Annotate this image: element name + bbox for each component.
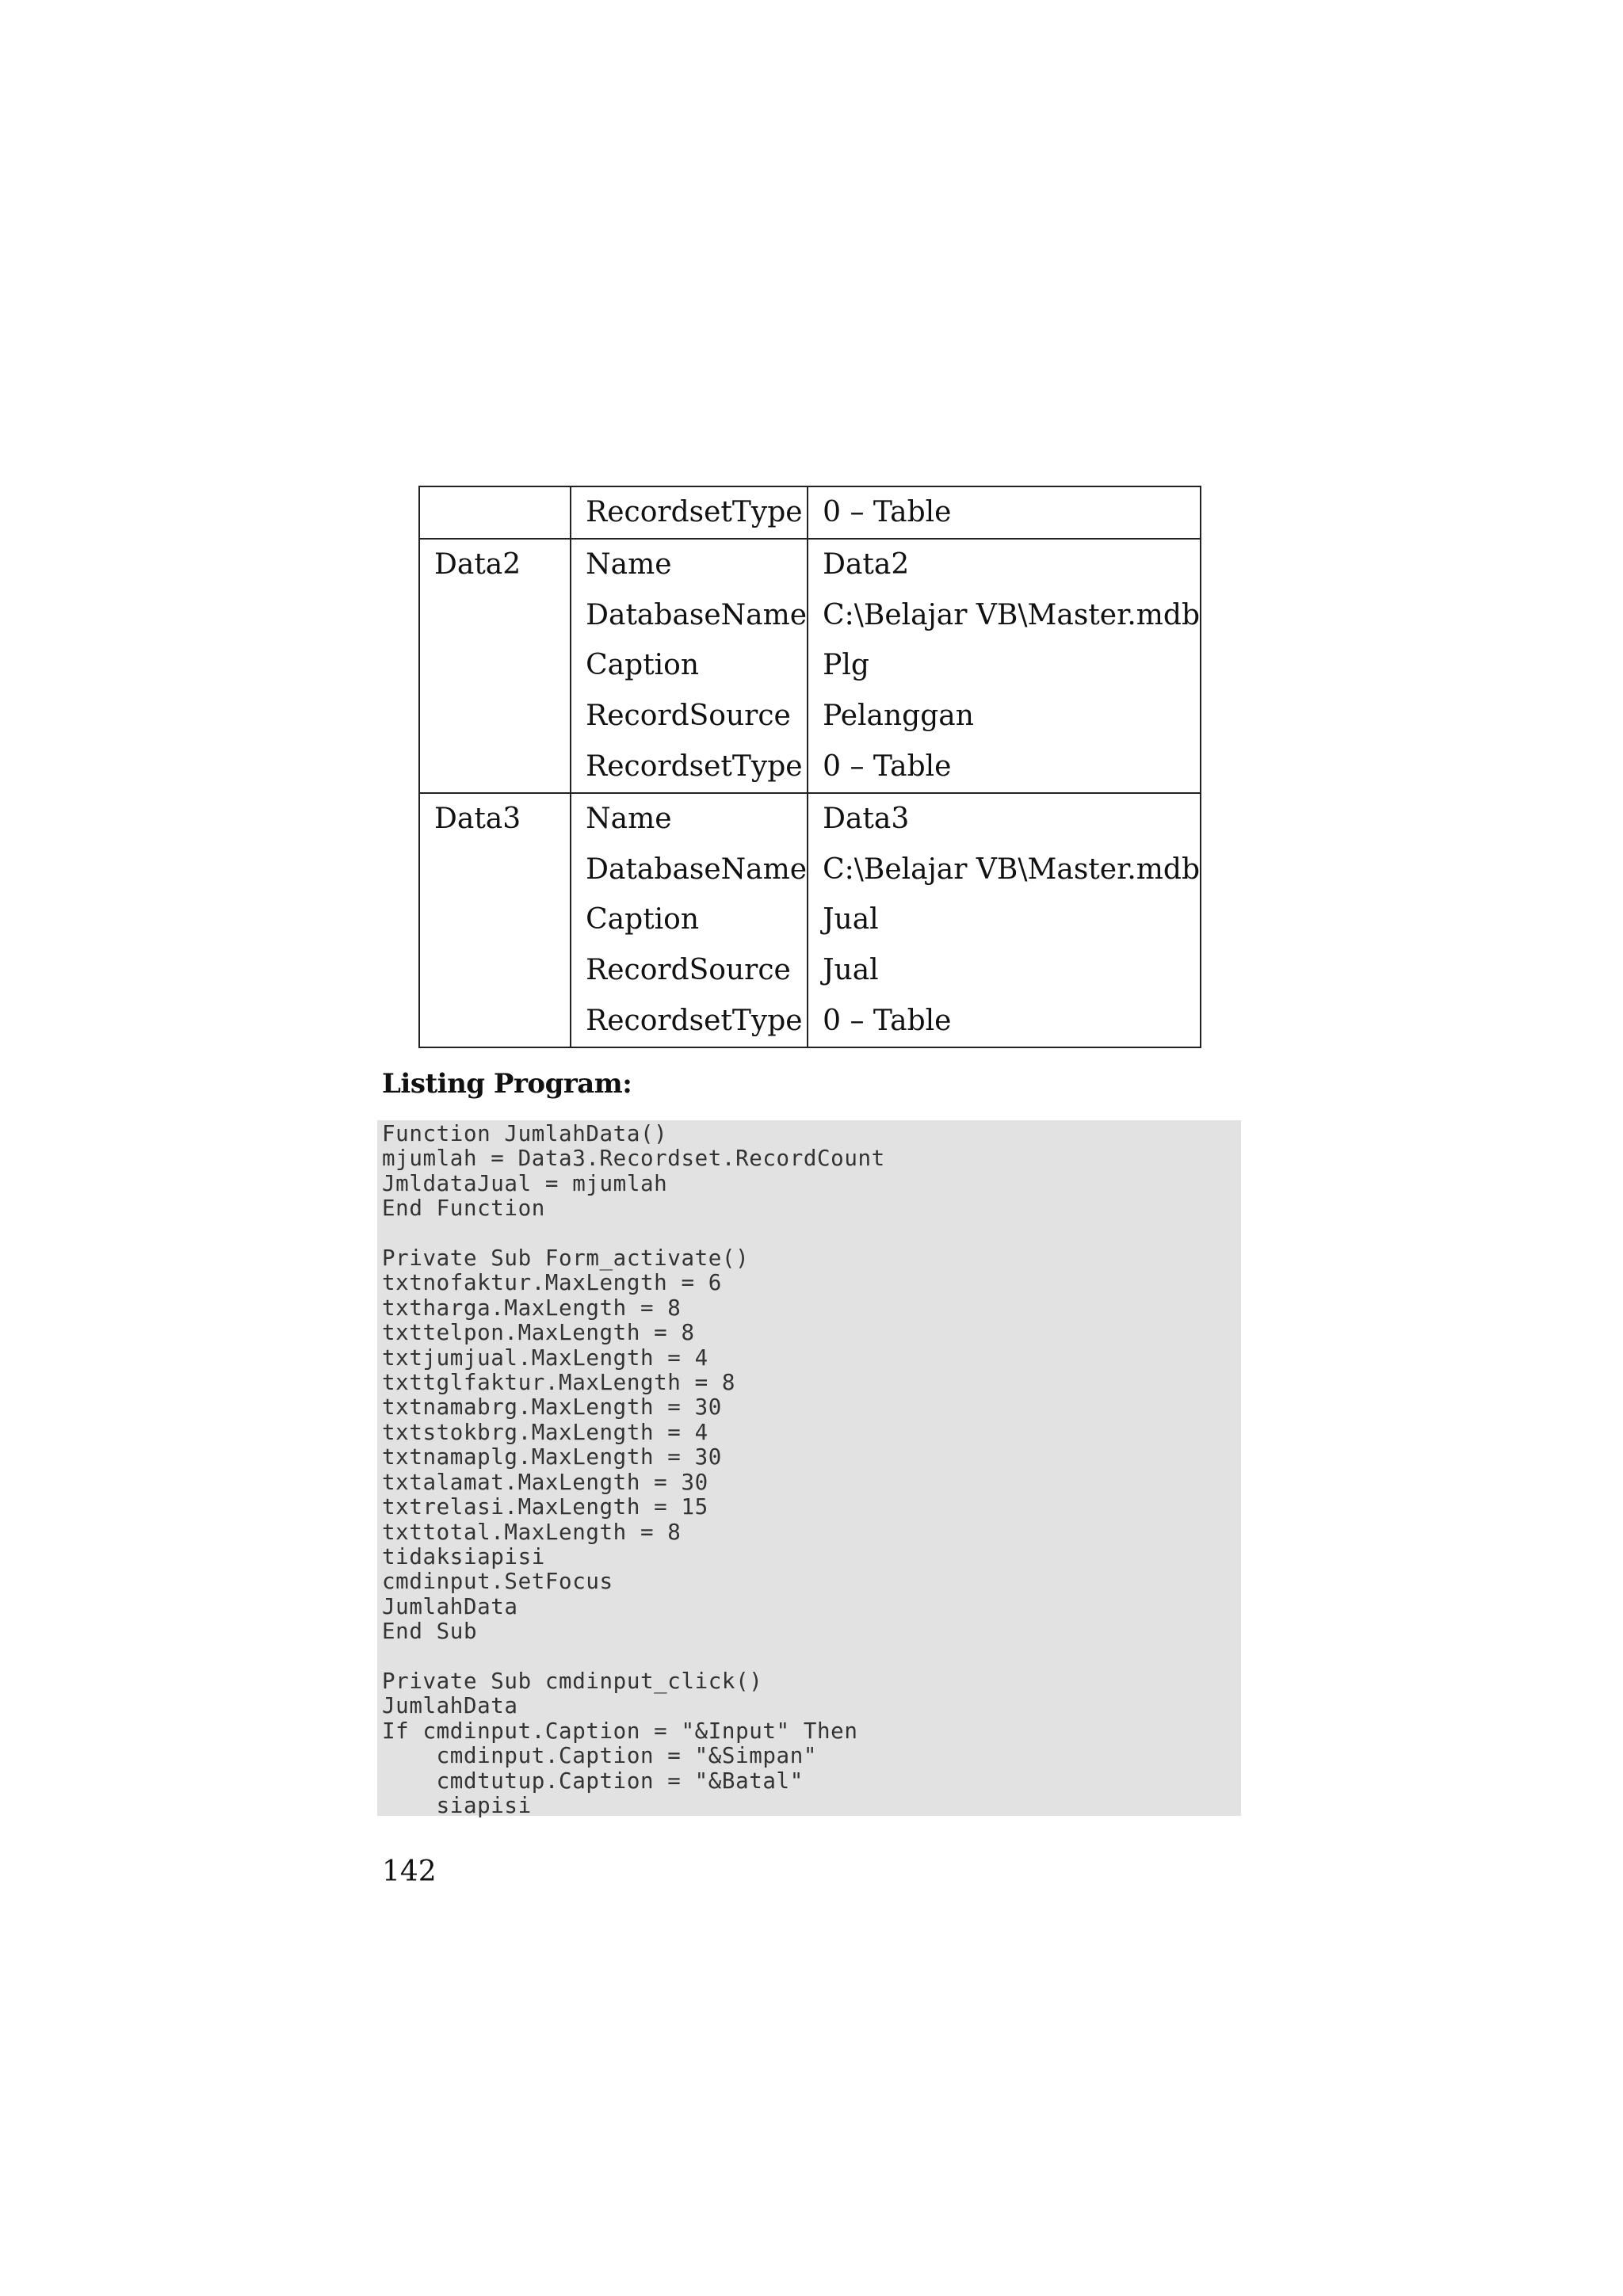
property-name: RecordsetType: [586, 749, 803, 783]
property-value: 0 – Table: [823, 1004, 952, 1037]
object-name-cell: [419, 793, 571, 1047]
property-name: RecordsetType: [586, 496, 803, 528]
table-row: [419, 793, 1201, 1047]
property-name: RecordSource: [586, 700, 791, 733]
property-value: C:\Belajar VB\Master.mdb: [823, 598, 1200, 631]
table-group-data3: [419, 793, 1201, 1047]
table-row: [419, 486, 1201, 539]
property-value: Data2: [823, 547, 910, 581]
property-value: C:\Belajar VB\Master.mdb: [823, 852, 1200, 886]
object-name: Data2: [434, 547, 521, 581]
table-group-1: [419, 486, 1201, 539]
property-cell: [571, 486, 808, 539]
table-row: [419, 539, 1201, 793]
object-name-cell: [419, 539, 571, 793]
listing-heading: Listing Program:: [382, 1068, 632, 1100]
properties-table: [418, 486, 1201, 1048]
property-cell: [571, 793, 808, 1047]
object-name: [434, 487, 570, 538]
value-cell: [808, 793, 1201, 1047]
property-name: Name: [586, 547, 672, 581]
object-name: Data3: [434, 802, 521, 835]
property-name: RecordsetType: [586, 1004, 803, 1037]
property-name: Caption: [586, 649, 700, 682]
table-group-data2: [419, 539, 1201, 793]
value-cell: [808, 539, 1201, 793]
property-name: DatabaseName: [586, 852, 808, 886]
property-name: Caption: [586, 903, 700, 936]
property-value: Jual: [823, 954, 879, 987]
page-number: 142: [382, 1855, 437, 1888]
property-name: RecordSource: [586, 954, 791, 987]
property-value: Plg: [823, 649, 869, 682]
property-name: Name: [586, 802, 672, 835]
property-cell: [571, 539, 808, 793]
property-value: 0 – Table: [823, 749, 952, 783]
code-text: Function JumlahData() mjumlah = Data3.Recordset.RecordCount JmldataJual = mjumlah End Function Private Sub Form_activate() txtnofaktur.MaxLength = 6 txtharga.MaxLength = 8 txttelpon.MaxLength = 8 txtjumjual.MaxLength = 4 txttglfaktur.MaxLength = 8 txtnamabrg.MaxLength = 30 txtstokbrg.MaxLength = 4 txtnamaplg.MaxLength = 30 txtalamat.MaxLength = 30 txtrelasi.MaxLength = 15 txttotal.MaxLength = 8 tidaksiapisi cmdinput.SetFocus JumlahData End Sub Private Sub cmdinput_click() JumlahData If cmdinput.Caption = "&Input" Then cmdinput.Caption = "&Simpan" cmdtutup.Caption = "&Batal" siapisi: [382, 1121, 885, 1818]
property-value: 0 – Table: [823, 496, 952, 528]
object-name-cell: [419, 486, 571, 539]
value-cell: [808, 486, 1201, 539]
property-value: Data3: [823, 802, 910, 835]
property-value: Jual: [823, 903, 879, 936]
property-name: DatabaseName: [586, 598, 808, 631]
code-listing: [377, 1120, 1241, 1816]
property-value: Pelanggan: [823, 700, 974, 733]
